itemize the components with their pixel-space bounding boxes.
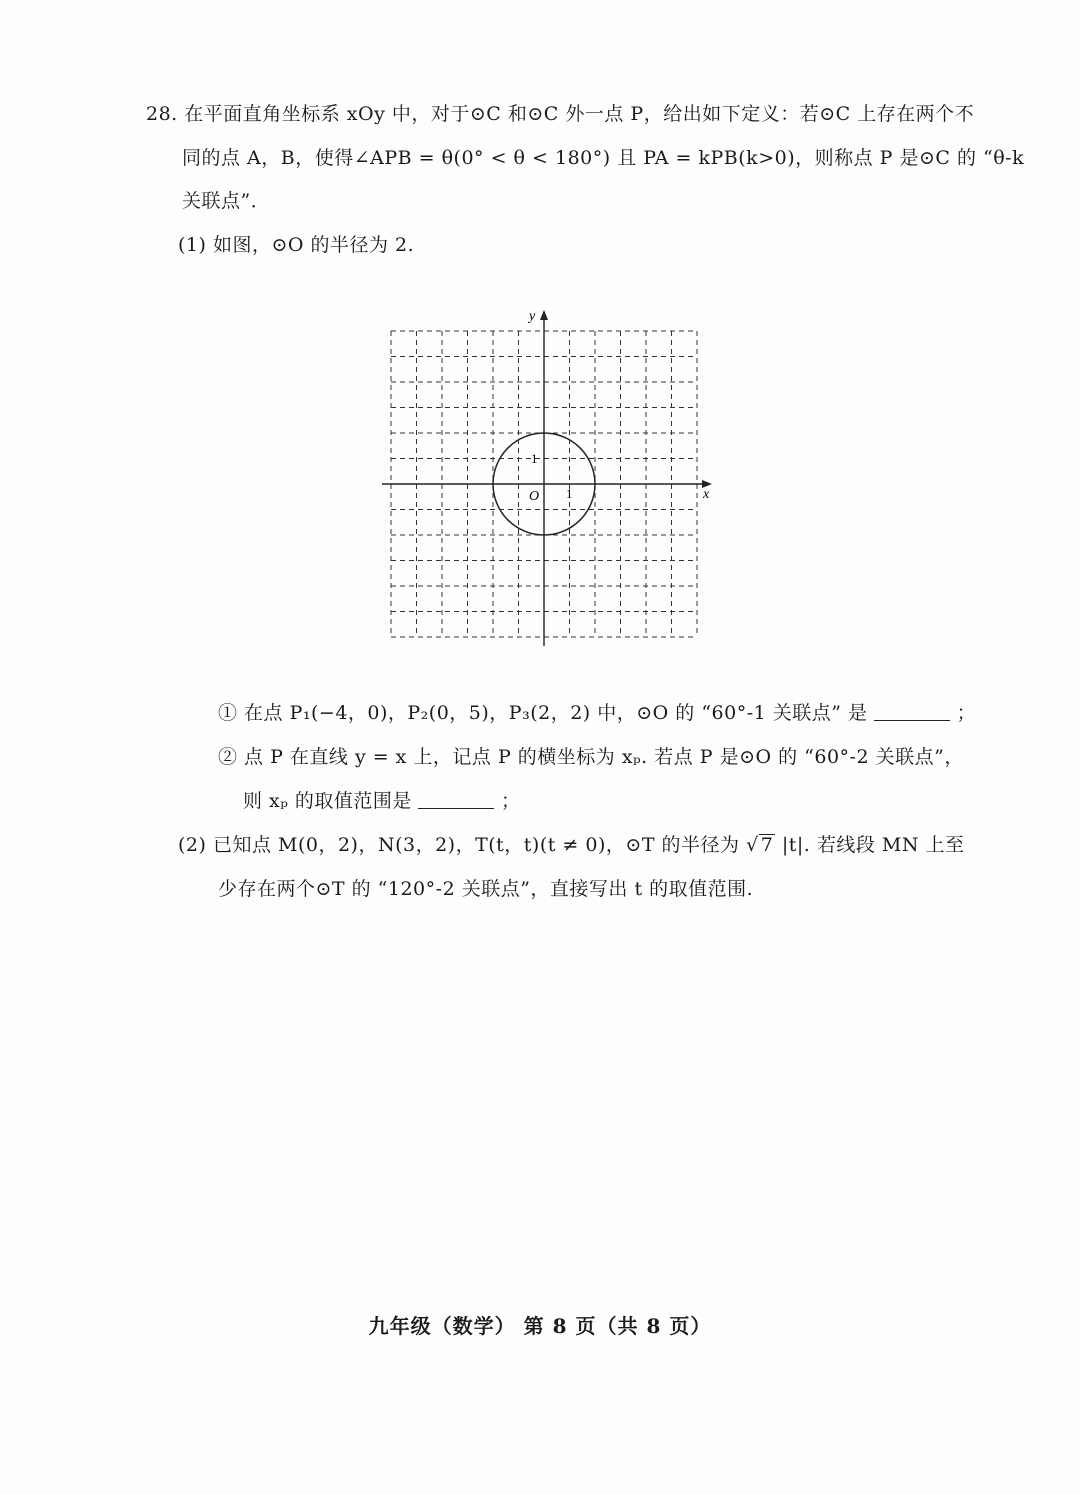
sqrt-icon: √ — [746, 834, 759, 856]
part2-line-2: 少存在两个⊙T 的 “120°-2 关联点”，直接写出 t 的取值范围. — [218, 878, 754, 900]
q1-answer-blank[interactable] — [874, 702, 950, 721]
part2-line-1 — [178, 831, 965, 859]
x-tick-label: 1 — [566, 486, 573, 501]
page-footer: 九年级（数学） 第 8 页（共 8 页） — [368, 1314, 712, 1338]
sqrt-value: 7 — [760, 834, 774, 856]
problem-line-2: 同的点 A，B，使得∠APB = θ(0° < θ < 180°) 且 PA = kPB(k>0)，则称点 P 是⊙C 的 “θ-k — [182, 147, 1025, 169]
part1-intro: (1) 如图，⊙O 的半径为 2. — [178, 234, 415, 256]
y-axis-arrow-icon — [540, 310, 548, 320]
problem-text-1: 在平面直角坐标系 xOy 中，对于⊙C 和⊙C 外一点 P，给出如下定义：若⊙C 上存在两个不 — [184, 103, 975, 125]
coordinate-figure — [376, 300, 716, 650]
q2-end: ； — [501, 790, 521, 812]
q1-text: ① 在点 P₁(−4，0)，P₂(0，5)，P₃(2，2) 中，⊙O 的 “60°-1 关联点” 是 — [218, 702, 868, 724]
part1-question-2a: ② 点 P 在直线 y = x 上，记点 P 的横坐标为 xₚ. 若点 P 是⊙O 的 “60°-2 关联点”， — [218, 746, 964, 768]
q2-answer-blank[interactable] — [418, 790, 494, 809]
x-axis-label: x — [703, 487, 710, 502]
part1-question-2b — [243, 787, 521, 815]
part2-text-a: (2) 已知点 M(0，2)，N(3，2)，T(t，t)(t ≠ 0)，⊙T 的半径为 — [178, 834, 740, 856]
q2-text: 则 xₚ 的取值范围是 — [243, 790, 412, 812]
y-axis-label: y — [529, 309, 536, 324]
problem-line-3: 关联点”． — [182, 190, 271, 212]
y-tick-label: 1 — [531, 451, 538, 466]
problem-number: 28. — [146, 103, 178, 125]
problem-line-1 — [146, 100, 974, 128]
q1-end: ； — [956, 702, 977, 724]
part1-question-1 — [218, 699, 976, 727]
part2-text-b: |t|. 若线段 MN 上至 — [781, 834, 965, 856]
origin-label: O — [529, 489, 540, 504]
